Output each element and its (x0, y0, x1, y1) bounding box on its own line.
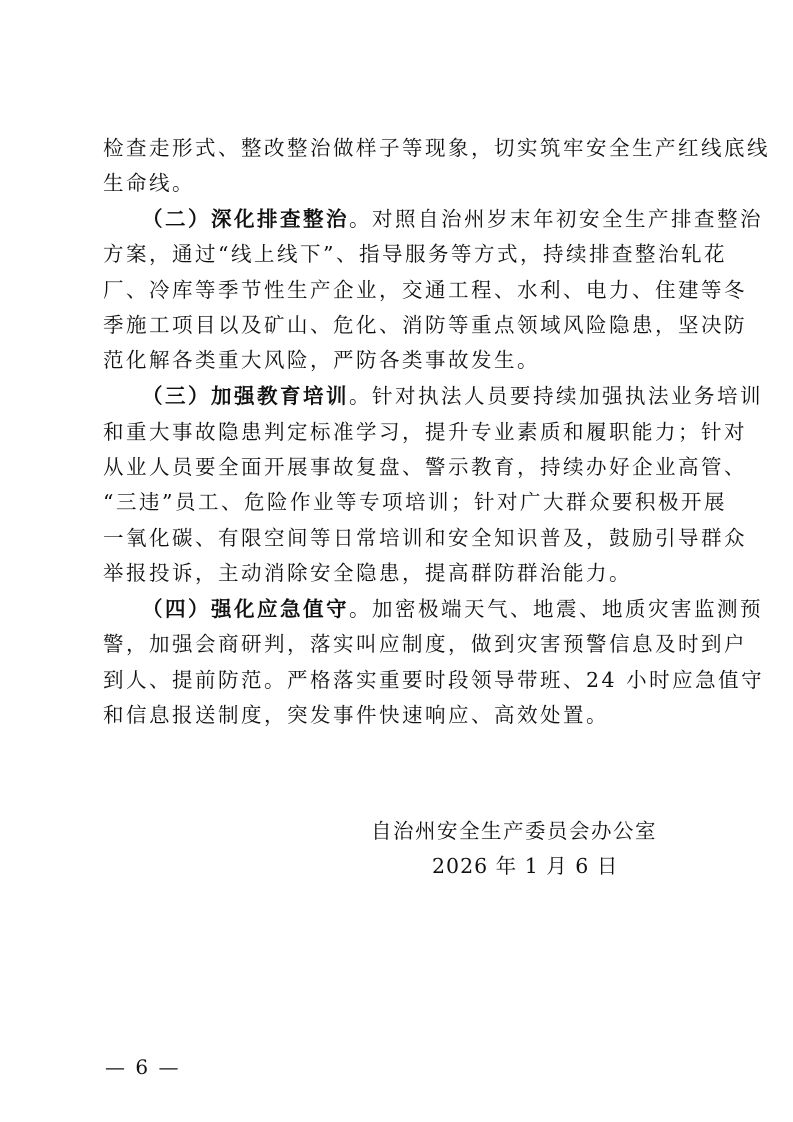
text-segment: 。针对执法人员要持续加强执法业务培训 (349, 384, 763, 408)
text-line: 范化解各类重大风险，严防各类事故发生。 (103, 348, 540, 372)
text-line: 厂、冷库等季节性生产企业，交通工程、水利、电力、住建等冬 (103, 278, 747, 302)
text-line: 和信息报送制度，突发事件快速响应、高效处置。 (103, 703, 609, 727)
issue-date: 2026 年 1 月 6 日 (432, 854, 619, 878)
text-line: 方案，通过“线上线下”、指导服务等方式，持续排查整治轧花 (103, 242, 727, 266)
text-line-first (142, 207, 763, 231)
text-segment: 。加密极端天气、地震、地质灾害监测预 (349, 597, 763, 621)
section-heading: （三）加强教育培训 (142, 384, 349, 408)
text-line-first (142, 384, 763, 408)
section-heading: （二）深化排查整治 (142, 207, 349, 231)
text-line: 到人、提前防范。严格落实重要时段领导带班、24 小时应急值守 (103, 668, 765, 692)
page-number: — 6 — (105, 1055, 181, 1079)
text-line: 从业人员要全面开展事故复盘、警示教育，持续办好企业高管、 (103, 455, 747, 479)
text-line-first (142, 597, 763, 621)
text-line: 生命线。 (103, 171, 195, 195)
issuer-name: 自治州安全生产委员会办公室 (371, 819, 657, 843)
text-line: 季施工项目以及矿山、危化、消防等重点领域风险隐患，坚决防 (103, 313, 747, 337)
text-segment: 。对照自治州岁末年初安全生产排查整治 (349, 207, 763, 231)
text-line: 警，加强会商研判，落实叫应制度，做到灾害预警信息及时到户 (103, 632, 747, 656)
text-line: 举报投诉，主动消除安全隐患，提高群防群治能力。 (103, 561, 632, 585)
text-line: 一氧化碳、有限空间等日常培训和安全知识普及，鼓励引导群众 (103, 526, 747, 550)
section-heading: （四）强化应急值守 (142, 597, 349, 621)
text-line: 和重大事故隐患判定标准学习，提升专业素质和履职能力；针对 (103, 420, 747, 444)
text-line: “三违”员工、危险作业等专项培训；针对广大群众要积极开展 (103, 490, 727, 514)
text-line: 检查走形式、整改整治做样子等现象，切实筑牢安全生产红线底线 (103, 136, 770, 160)
